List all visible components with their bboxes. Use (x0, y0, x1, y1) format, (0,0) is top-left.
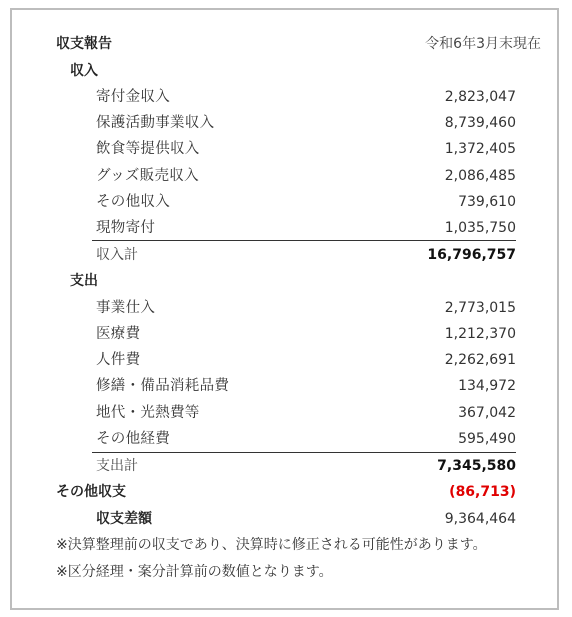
income-item-label: 寄付金収入 (96, 89, 170, 105)
income-item-label: 現物寄付 (96, 220, 156, 236)
other-label: その他収支 (56, 484, 126, 500)
income-total-rule (92, 240, 516, 241)
expense-heading: 支出 (70, 273, 98, 289)
income-item-label: 飲食等提供収入 (96, 141, 200, 157)
expense-total-label: 支出計 (96, 458, 138, 474)
income-total-value: 16,796,757 (427, 247, 516, 263)
expense-item-value: 2,262,691 (444, 352, 516, 368)
expense-total-value: 7,345,580 (437, 458, 516, 474)
balance-value: 9,364,464 (444, 511, 516, 527)
expense-item-label: 地代・光熱費等 (96, 405, 200, 421)
expense-total-rule (92, 452, 516, 453)
income-item-value: 8,739,460 (444, 115, 516, 131)
expense-item-value: 2,773,015 (444, 300, 516, 316)
income-item-label: その他収入 (96, 194, 170, 210)
expense-item-label: 医療費 (96, 326, 141, 342)
note-line: ※決算整理前の収支であり、決算時に修正される可能性があります。 (56, 537, 487, 553)
income-item-label: グッズ販売収入 (96, 168, 199, 184)
income-item-value: 1,372,405 (444, 141, 516, 157)
income-item-value: 2,823,047 (444, 89, 516, 105)
other-value: (86,713) (449, 484, 516, 500)
income-item-value: 2,086,485 (444, 168, 516, 184)
expense-item-value: 134,972 (458, 378, 516, 394)
income-total-label: 収入計 (96, 247, 138, 263)
expense-item-label: その他経費 (96, 431, 170, 447)
income-heading: 収入 (70, 63, 98, 79)
expense-item-label: 事業仕入 (96, 300, 156, 316)
note-line: ※区分経理・案分計算前の数値となります。 (56, 564, 333, 580)
expense-item-value: 595,490 (458, 431, 516, 447)
income-item-value: 739,610 (458, 194, 516, 210)
expense-item-label: 修繕・備品消耗品費 (96, 378, 230, 394)
expense-item-label: 人件費 (96, 352, 141, 368)
expense-item-value: 1,212,370 (444, 326, 516, 342)
income-item-value: 1,035,750 (444, 220, 516, 236)
income-item-label: 保護活動事業収入 (96, 115, 215, 131)
balance-label: 収支差額 (96, 511, 152, 527)
report-title: 収支報告 (56, 36, 112, 52)
as-of-date: 令和6年3月末現在 (425, 36, 541, 52)
expense-item-value: 367,042 (458, 405, 516, 421)
